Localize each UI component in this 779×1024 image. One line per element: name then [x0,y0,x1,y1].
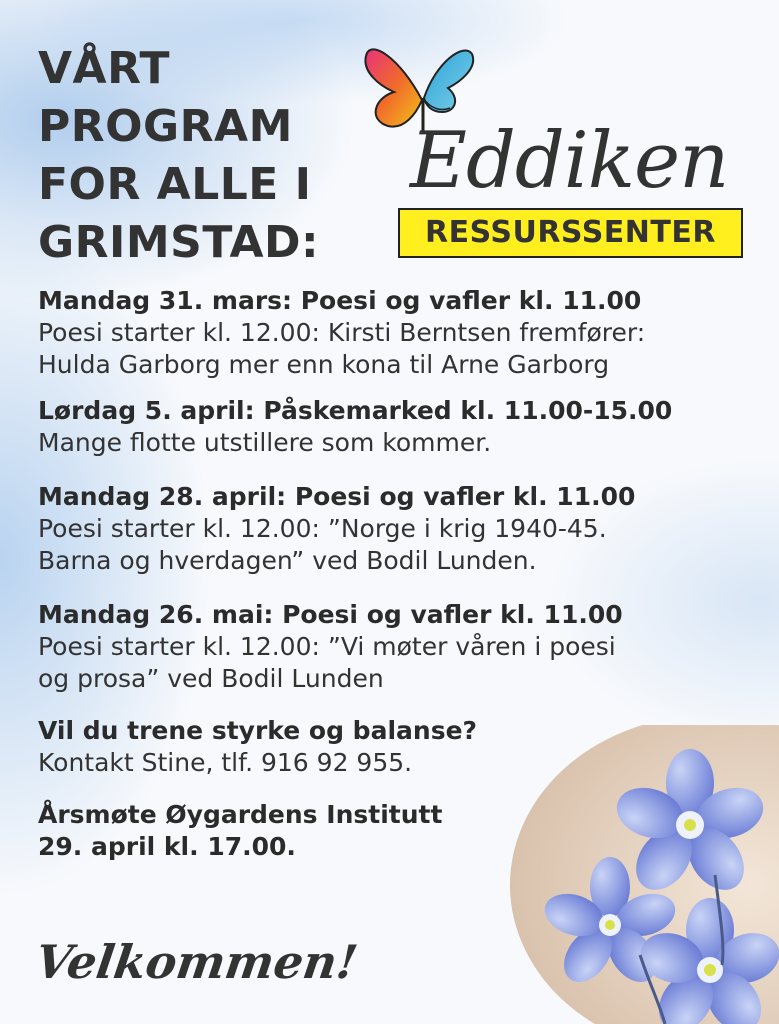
event-title: Vil du trene styrke og balanse? [38,716,478,745]
event-description: og prosa” ved Bodil Lunden [38,664,384,693]
event-title: Lørdag 5. april: Påskemarked kl. 11.00-15.00 [38,396,673,425]
event-description: Poesi starter kl. 12.00: ”Vi møter våren i poesi [38,632,616,661]
event-item [38,599,738,695]
event-description: Hulda Garborg mer enn kona til Arne Garborg [38,350,610,379]
event-item [38,395,738,459]
welcome-text: Velkommen! [32,935,361,989]
event-title: Mandag 28. april: Poesi og vafler kl. 11.00 [38,482,636,511]
ressurssenter-banner: RESSURSSENTER [398,208,743,258]
eddiken-logo [360,38,750,268]
event-description: Barna og hverdagen” ved Bodil Lunden. [38,546,537,575]
event-description: Poesi starter kl. 12.00: Kirsti Berntsen fremfører: [38,318,646,347]
headline-line: PROGRAM [38,101,293,152]
event-date: 29. april kl. 17.00. [38,832,296,861]
event-item [38,481,738,577]
event-title: Mandag 26. mai: Poesi og vafler kl. 11.00 [38,600,623,629]
headline [38,40,319,272]
event-title: Årsmøte Øygardens Institutt [38,800,443,829]
headline-line: VÅRT [38,43,171,94]
headline-line: GRIMSTAD: [38,217,320,268]
event-title: Mandag 31. mars: Poesi og vafler kl. 11.00 [38,286,642,315]
headline-line: FOR ALLE I [38,159,312,210]
event-description: Mange flotte utstillere som kommer. [38,428,492,457]
logo-wordmark: Eddiken [410,116,729,206]
event-item [38,285,738,381]
event-description: Poesi starter kl. 12.00: ”Norge i krig 1940-45. [38,514,607,543]
flowers-image [490,725,779,1024]
event-description: Kontakt Stine, tlf. 916 92 955. [38,748,413,777]
